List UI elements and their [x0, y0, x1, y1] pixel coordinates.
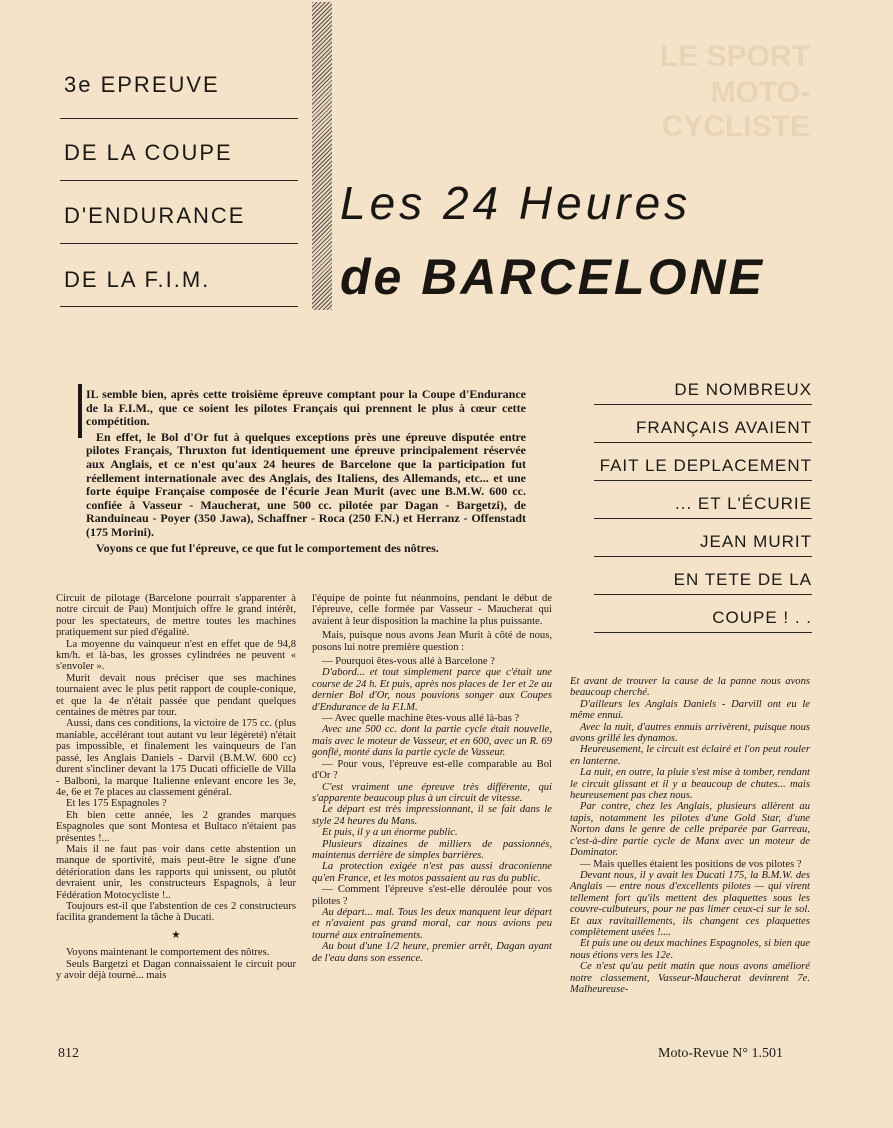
title-line-1: 3e EPREUVE	[64, 72, 220, 97]
answer: Devant nous, il y avait les Ducati 175, la B.M.W. des Anglais — entre nous d'excellents pilotes — qui virent tellement fort qu'ils mettent des plaquettes sous les couvre-culbuteurs, pour ne pas limer ceux-ci sur le sol. Et aux ravitaillements, ils changent ces plaquettes complètement usées !....	[570, 869, 810, 938]
divider	[594, 404, 812, 405]
answer: La nuit, en outre, la pluie s'est mise à tomber, rendant le circuit glissant et il y a beaucoup de chutes... mais heureusement pas chez nous.	[570, 767, 810, 802]
answer: Avec une 500 cc. dont la partie cycle était nouvelle, mais avec le moteur de Vasseur, et en 600, avec un R. 69 gonflé, monté dans la partie cycle de Vasseur.	[312, 724, 552, 759]
question: — Avec quelle machine êtes-vous allé là-bas ?	[322, 713, 520, 725]
question: — Comment l'épreuve s'est-elle déroulée pour vos pilotes ?	[312, 884, 552, 907]
divider	[60, 243, 298, 244]
answer: Et puis, il y a un énorme public.	[322, 827, 458, 839]
answer: D'abord... et tout simplement parce que c'était une course de 24 h. Et puis, après nos places de 1er et 2e au dernier Bol d'Or, nous pouvions songer aux Coupes d'Endurance de la F.I.M.	[312, 667, 552, 713]
intro-paragraph-1: IL semble bien, après cette troisième épreuve comptant pour la Coupe d'Endurance de la F.I.M., que ce soient les pilotes Français qui prennent le plus à cœur cette compétition.	[86, 387, 526, 429]
sidebar-subtitle	[594, 380, 812, 633]
paragraph: Aussi, dans ces conditions, la victoire de 175 cc. (plus maniable, accélérant tout autant vu leur légèreté) n'était pas impossible, et finalement les vainqueurs de l'an passé, les Anglais Daniels - Darvil (B.M.W. 600 cc) durent s'incliner devant la 175 Ducati officielle de Villa - Balboni, la marque Italienne enlevant encore les 3e, 4e, 6e et 7e places au classement général.	[56, 718, 296, 798]
paragraph: Murit devait nous préciser que ses machines tournaient avec le plus petit rapport de couple-conique, et que la 4e n'était passée que pendant quelques centaines de mètres par tour.	[56, 672, 296, 719]
answer: Et avant de trouver la cause de la panne nous avons beaucoup cherché.	[570, 676, 810, 699]
title-line-4: DE LA F.I.M.	[64, 267, 211, 292]
show-through-line-2: MOTO-CYCLISTE	[661, 76, 810, 143]
divider	[594, 518, 812, 519]
paragraph: Mais, puisque nous avons Jean Murit à côté de nous, posons lui notre première question :	[312, 630, 552, 653]
star-separator: ★	[171, 929, 181, 941]
question: — Pourquoi êtes-vous allé à Barcelone ?	[322, 656, 495, 668]
page-number: 812	[58, 1046, 79, 1061]
divider	[594, 442, 812, 443]
answer: Avec la nuit, d'autres ennuis arrivèrent, puisque nous avons grillé les dynamos.	[570, 721, 810, 745]
answer: La protection exigée n'est pas aussi draconienne qu'en France, et les motos passaient au ras du public.	[312, 861, 552, 884]
paragraph: Eh bien cette année, les 2 grandes marques Espagnoles que sont Montesa et Bultaco n'étaient pas présentes !...	[56, 809, 296, 844]
sidebar-line: FAIT LE DEPLACEMENT	[599, 456, 812, 475]
magazine-issue: Moto-Revue N° 1.501	[658, 1046, 783, 1061]
answer: C'est vraiment une épreuve très différente, qui s'apparente beaucoup plus à un circuit de vitesse.	[312, 781, 552, 804]
divider	[60, 180, 298, 181]
show-through-line-1: LE SPORT	[659, 40, 810, 73]
sidebar-line: JEAN MURIT	[700, 532, 812, 551]
sidebar-line: EN TETE DE LA	[673, 570, 812, 589]
answer: Au départ... mal. Tous les deux manquent leur départ et n'avaient pas grand moral, car nous avions peu tourné aux entraînements.	[312, 906, 552, 941]
title-line-3: D'ENDURANCE	[64, 203, 246, 228]
paragraph: l'équipe de pointe fut néanmoins, pendant le début de l'épreuve, celle formée par Vasseur - Maucherat qui avaient à leur disposition la machine la plus puissante.	[312, 593, 552, 627]
answer: Au bout d'une 1/2 heure, premier arrêt, Dagan ayant de l'eau dans son essence.	[312, 941, 552, 964]
paragraph: Voyons maintenant le comportement des nôtres.	[66, 947, 270, 959]
divider	[594, 480, 812, 481]
striped-bar	[312, 2, 332, 310]
intro-paragraph-2: En effet, le Bol d'Or fut à quelques exceptions près une épreuve disputée entre pilotes Français, Thruxton fut identiquement une épreuve principalement réservée aux Anglais, et ce n'est qu'aux 24 heures de Barcelone que la participation fut réellement internationale avec des Anglais, des Italiens, des Allemands, etc... et une forte équipe Française composée de l'écurie Jean Murit (avec une B.M.W. 600 cc. confiée à Vasseur - Maucherat, une 500 cc. pilotée par Dagan - Bargetzi), de Randuineau - Poyer (350 Jawa), Schaffner - Roca (250 F.N.) et Herranz - Offenstadt (175 Morini).	[86, 429, 526, 539]
paragraph: Et les 175 Espagnoles ?	[66, 798, 167, 810]
intro-paragraph-3: Voyons ce que fut l'épreuve, ce que fut le comportement des nôtres.	[96, 540, 439, 555]
divider	[60, 118, 298, 119]
headline-line-1: Les 24 Heures	[340, 177, 692, 229]
show-through-text	[600, 40, 810, 144]
intro-text	[86, 388, 526, 555]
divider	[594, 594, 812, 595]
answer: Ce n'est qu'au petit matin que nous avons amélioré notre classement, Vasseur-Maucherat devinrent 7e. Malheureuse-	[570, 961, 810, 995]
divider	[594, 556, 812, 557]
answer: Le départ est très impressionnant, il se fait dans le style 24 heures du Mans.	[312, 804, 552, 827]
answer: Et puis une ou deux machines Espagnoles, si bien que nous étions vers les 12e.	[570, 938, 810, 961]
article-column-2	[312, 593, 552, 964]
headline-line-2: de BARCELONE	[340, 249, 765, 305]
paragraph: La moyenne du vainqueur n'est en effet que de 94,8 km/h. et là-bas, les grosses cylindrées ne peuvent « s'envoler ».	[56, 638, 296, 673]
divider	[60, 306, 298, 307]
sidebar-line: COUPE ! . .	[712, 608, 812, 627]
question: — Pour vous, l'épreuve est-elle comparable au Bol d'Or ?	[312, 758, 552, 782]
answer: Par contre, chez les Anglais, plusieurs allèrent au tapis, notamment les pilotes d'une Gold Star, d'une Norton dans le genre de celle préparée par Garreau, c'est-à-dire partie cycle de Manx avec un moteur de Dominator.	[570, 801, 810, 859]
paragraph: Circuit de pilotage (Barcelone pourrait s'apparenter à notre circuit de Pau) Montjuich offre le grand intérêt, pour les spectateurs, de mettre toutes les machines pratiquement sur pied d'égalité.	[56, 593, 296, 639]
title-line-2: DE LA COUPE	[64, 140, 233, 165]
sidebar-line: DE NOMBREUX	[674, 380, 812, 399]
sidebar-line: FRANÇAIS AVAIENT	[636, 418, 812, 437]
question: — Mais quelles étaient les positions de vos pilotes ?	[580, 858, 802, 870]
paragraph: Seuls Bargetzi et Dagan connaissaient le circuit pour y avoir déjà tourné... mais	[56, 958, 296, 981]
paragraph: Mais il ne faut pas voir dans cette abstention un manque de sportivité, mais peut-être le signe d'une détérioration dans les rapports qui unissent, ou plutôt devraient unir, les constructeurs Espagnols, à leur Fédération Motocycliste !..	[56, 843, 296, 901]
article-column-1	[56, 593, 296, 981]
answer: Heureusement, le circuit est éclairé et l'on peut rouler en lanterne.	[570, 744, 810, 767]
sidebar-line: ... ET L'ÉCURIE	[675, 494, 812, 513]
article-column-3	[570, 676, 810, 995]
paragraph: Toujours est-il que l'abstention de ces 2 constructeurs facilita grandement la tâche à Ducati.	[56, 900, 296, 924]
answer: D'ailleurs les Anglais Daniels - Darvill ont eu le même ennui.	[570, 698, 810, 722]
drop-cap-bar	[78, 384, 82, 438]
divider	[594, 632, 812, 633]
answer: Plusieurs dizaines de milliers de passionnés, maintenus derrière de simples barrières.	[312, 838, 552, 861]
